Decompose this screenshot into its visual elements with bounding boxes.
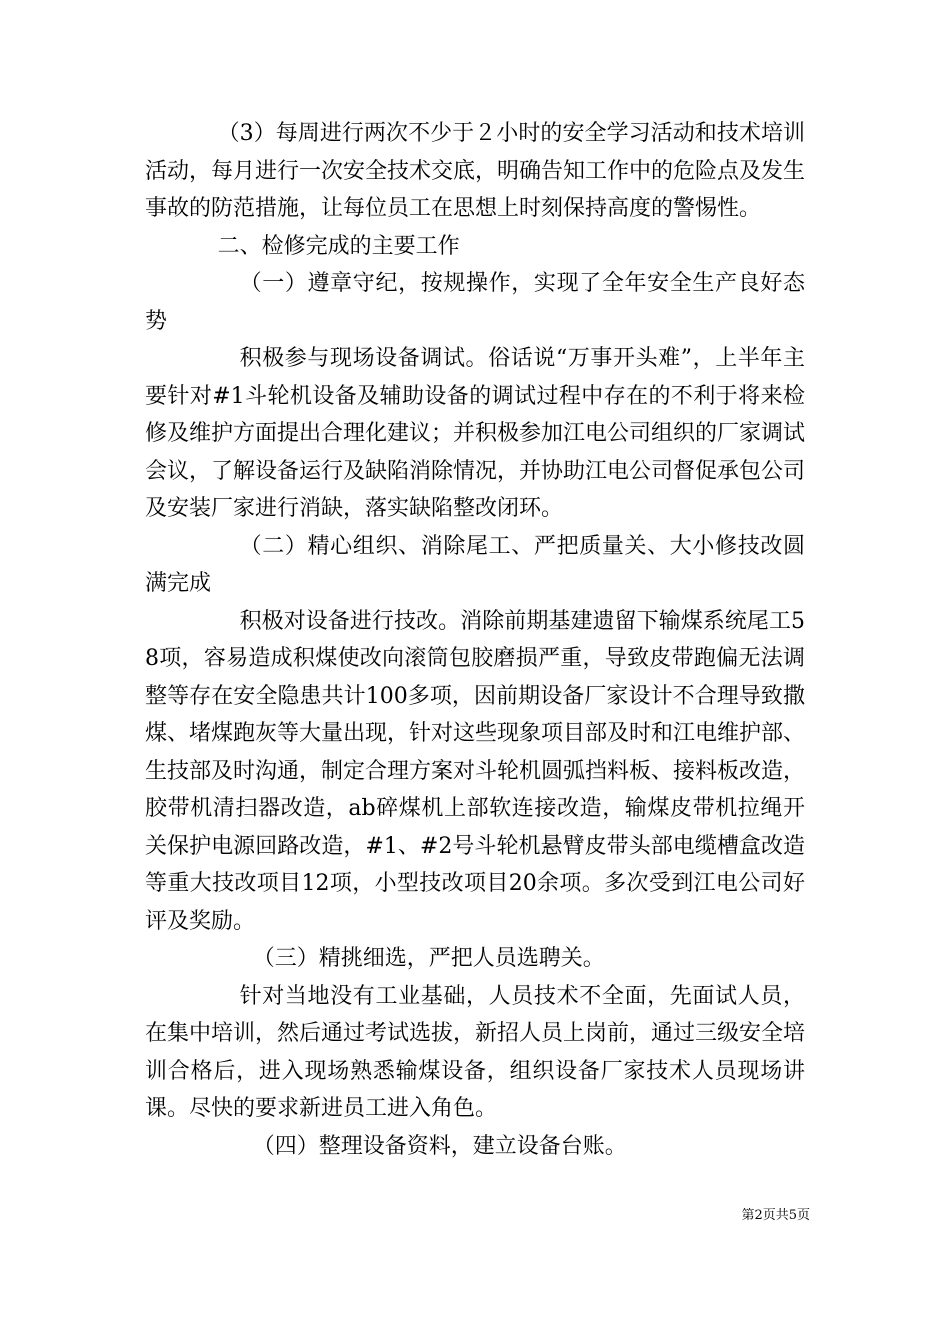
subheading-personnel-selection: （三）精挑细选，严把人员选聘关。: [252, 946, 605, 971]
paragraph-safety-training: （3）每周进行两次不少于２小时的安全学习活动和技术培训活动，每月进行一次安全技术交底，明确告知工作中的危险点及发生事故的防范措施，让每位员工在思想上时刻保持高度的警惕性。: [145, 121, 806, 221]
section-heading-main-work: 二、检修完成的主要工作: [217, 233, 460, 259]
paragraph-equipment-renovation: 积极对设备进行技改。消除前期基建遗留下输煤系统尾工58项，容易造成积煤使改向滚筒包胶磨损严重，导致皮带跑偏无法调整等存在安全隐患共计100多项，因前期设备厂家设计不合理导致撒煤、堵煤跑灰等大量出现，针对这些现象项目部及时和江电维护部、生技部及时沟通，制定合理方案对斗轮机圆弧挡料板、接料板改造，胶带机清扫器改造，ab碎煤机上部软连接改造，输煤皮带机拉绳开关保护电源回路改造，#1、#2号斗轮机悬臂皮带头部电缆槽盒改造等重大技改项目12项，小型技改项目20余项。多次受到江电公司好评及奖励。: [145, 608, 806, 934]
paragraph-personnel-training: 针对当地没有工业基础，人员技术不全面，先面试人员，在集中培训，然后通过考试选拔，新招人员上岗前，通过三级安全培训合格后，进入现场熟悉输煤设备，组织设备厂家技术人员现场讲课。尽快的要求新进员工进入角色。: [145, 983, 806, 1121]
document-body: [145, 115, 805, 1165]
subheading-safety-compliance: （一）遵章守纪，按规操作，实现了全年安全生产良好态势: [145, 271, 805, 334]
page-number-footer: 第2页共5页: [741, 1208, 810, 1223]
paragraph-equipment-debugging: 积极参与现场设备调试。俗话说“万事开头难”，上半年主要针对#1斗轮机设备及辅助设备的调试过程中存在的不利于将来检修及维护方面提出合理化建议；并积极参加江电公司组织的厂家调试会议，了解设备运行及缺陷消除情况，并协助江电公司督促承包公司及安装厂家进行消缺，落实缺陷整改闭环。: [145, 346, 806, 521]
subheading-technical-renovation: （二）精心组织、消除尾工、严把质量关、大小修技改圆满完成: [145, 533, 805, 596]
subheading-equipment-records: （四）整理设备资料，建立设备台账。: [252, 1133, 627, 1159]
